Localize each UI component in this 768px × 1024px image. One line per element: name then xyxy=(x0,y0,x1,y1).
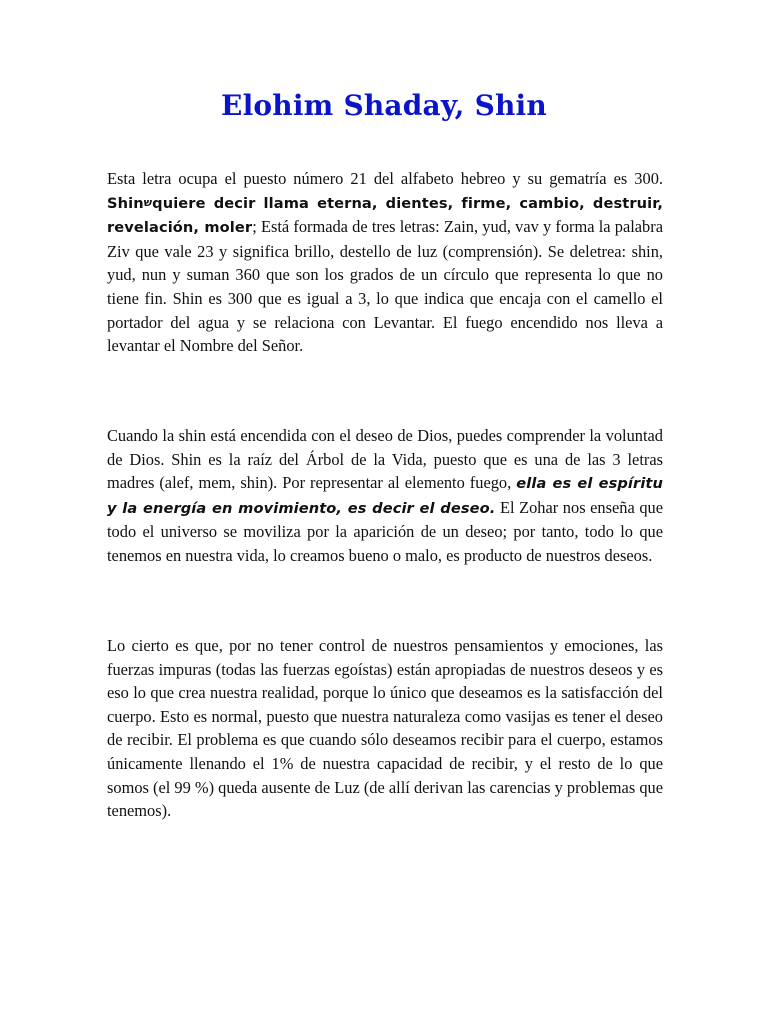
emphasis-text: ella es el espíritu y la energía en movimiento, es decir el deseo. xyxy=(107,475,663,517)
paragraph-text: El Zohar nos enseña que todo el universo se moviliza por la aparición de un deseo; por tanto, todo lo que tenemos en nuestra vida, lo creamos bueno o malo, es producto de nuestros deseos. xyxy=(107,497,663,565)
paragraph-impure-forces: Lo cierto es que, por no tener control de nuestros pensamientos y emociones, las fuerzas impuras (todas las fuerzas egoístas) están apropiadas de nuestros deseos y es eso lo que crea nuestra realidad, porque lo único que deseamos es la satisfacción del cuerpo. Esto es normal, puesto que nuestra naturaleza como vasijas es tener el deseo de recibir. El problema es que cuando sólo deseamos recibir para el cuerpo, estamos únicamente llenando el 1% de nuestra capacidad de recibir, y el resto de lo que somos (el 99 %) queda ausente de Luz (de allí derivan las carencias y problemas que tenemos). xyxy=(107,636,663,821)
paragraph-text: Cuando la shin está encendida con el deseo de Dios, puedes comprender la voluntad de Dios. Shin es la raíz del Árbol de la Vida, puesto que es una de las 3 letras madres (alef, mem, shin). Por representar al elemento fuego, xyxy=(107,426,663,493)
page-title: Elohim Shaday, Shin xyxy=(221,89,547,122)
shin-meaning-bold: quiere decir llama eterna, dientes, firme, cambio, destruir, revelación, moler xyxy=(107,194,663,237)
paragraph-text: ; Está formada de tres letras: Zain, yud, vav y forma la palabra Ziv que vale 23 y significa brillo, destello de luz (comprensión). Se deletrea: shin, yud, nun y suman 360 que son los grados de un círculo que representa lo que no tiene fin. Shin es 300 que es igual a 3, lo que indica que encaja con el camello el portador del agua y se relaciona con Levantar. El fuego encendido nos lleva a levantar el Nombre del Señor. xyxy=(107,217,663,356)
shin-word: Shin xyxy=(107,194,144,212)
paragraph-shin-desire xyxy=(107,424,663,568)
paragraph-text: Esta letra ocupa el puesto número 21 del alfabeto hebreo y su gematría es 300. xyxy=(107,169,663,188)
paragraph-shin-meaning xyxy=(107,167,663,358)
hebrew-shin-glyph: ש xyxy=(143,195,153,209)
